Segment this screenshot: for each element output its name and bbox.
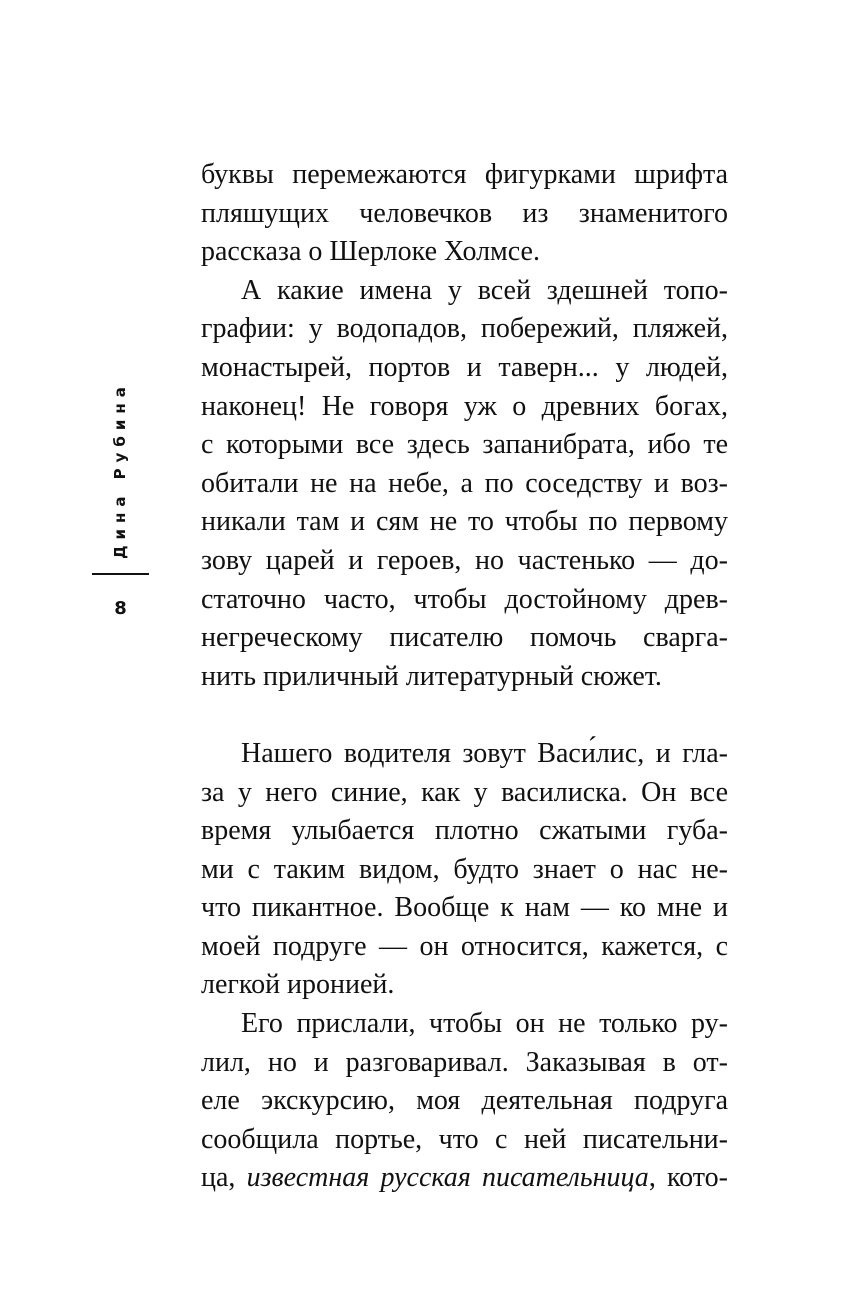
margin-rule [92,573,149,575]
text-line: статочно часто, чтобы достойному древ- [201,583,728,615]
text-line [201,1159,728,1198]
body-text [201,156,728,1198]
text-line: с которыми все здесь запанибрата, ибо те [201,429,728,461]
text-run: , кото- [648,1162,728,1194]
text-line: сообщила портье, что с ней писательни- [201,1123,728,1155]
text-line: пляшущих человечков из знаменитого [201,197,728,229]
text-line: никали там и сям не то чтобы по первому [201,506,728,538]
text-line: что пикантное. Вообще к нам — ко мне и [201,892,728,924]
text-line: время улыбается плотно сжатыми губа- [201,815,728,847]
text-line: легкой иронией. [201,969,395,1001]
paragraph [201,1005,728,1198]
running-head [100,381,140,559]
section-break [201,696,728,735]
text-line: ми с таким видом, будто знает о нас не- [201,853,728,885]
text-line: моей подруге — он относится, кажется, с [201,930,728,962]
paragraph [201,735,728,1005]
author-name: Дина Рубина [111,381,129,559]
text-line: буквы перемежаются фигурками шрифта [201,159,728,190]
text-line: еле экскурсию, моя деятельная подруга [201,1085,728,1117]
page-number: 8 [114,598,127,619]
text-line: Нашего водителя зовут Васи́лис, и гла- [241,737,728,769]
text-line: нить приличный литературный сюжет. [201,660,662,692]
text-line: зову царей и героев, но частенько — до- [201,544,728,576]
text-line: А какие имена у всей здешней топо- [241,274,728,306]
text-line: негреческому писателю помочь сварга- [201,622,728,654]
text-line: рассказа о Шерлоке Холмсе. [201,236,540,268]
text-line: за у него синие, как у василиска. Он все [201,776,728,808]
paragraph [201,156,728,272]
text-line: наконец! Не говоря уж о древних богах, [201,390,728,422]
text-line: лил, но и разговаривал. Заказывая в от- [201,1046,728,1078]
text-line: монастырей, портов и таверн... у людей, [201,351,728,383]
text-line: Его прислали, чтобы он не только ру- [241,1008,728,1040]
text-line: графии: у водопадов, побережий, пляжей, [201,313,728,345]
text-line: обитали не на небе, а по соседству и воз- [201,467,728,499]
paragraph [201,272,728,697]
text-run: ца, [201,1162,247,1194]
italic-phrase: известная русская писательница [246,1162,649,1194]
